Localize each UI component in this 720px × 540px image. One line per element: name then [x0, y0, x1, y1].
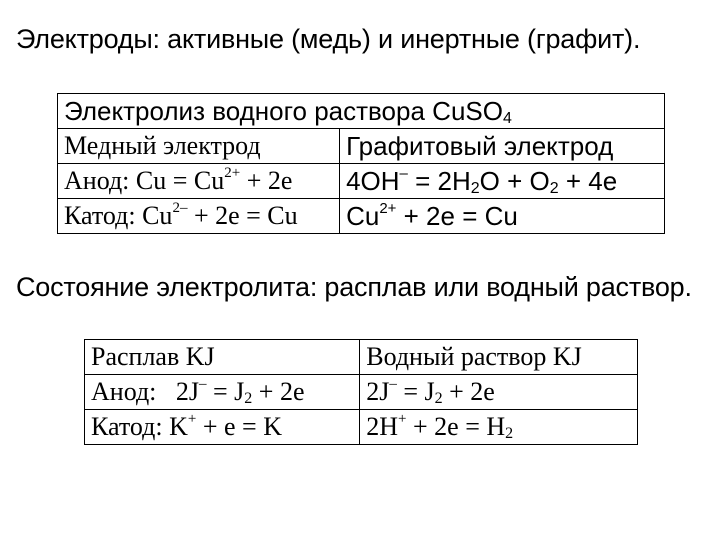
formula-text: Cu	[346, 201, 380, 231]
table-row	[58, 164, 665, 199]
table-row	[58, 129, 665, 164]
table-row	[85, 410, 638, 445]
superscript: –	[199, 376, 207, 392]
formula-text: = J	[396, 377, 435, 406]
table-kj-electrolysis	[84, 339, 638, 445]
subscript: 2	[470, 180, 480, 197]
copper-anode-cell	[58, 164, 340, 199]
melt-anode-cell	[85, 375, 360, 410]
superscript: 2+	[379, 200, 397, 217]
formula-text: Анод: Cu = Cu	[64, 166, 225, 195]
formula-text: + 2e = Cu	[396, 201, 518, 231]
formula-text: Катод: K	[91, 412, 188, 441]
formula-text: + 2e	[442, 377, 495, 406]
formula-text: + 4e	[558, 166, 618, 196]
table-row	[85, 340, 638, 375]
aqueous-header: Водный раствор KJ	[360, 340, 638, 375]
melt-header: Расплав KJ	[85, 340, 360, 375]
copper-cathode-cell	[58, 199, 340, 234]
heading-electrodes: Электроды: активные (медь) и инертные (графит).	[16, 24, 641, 54]
subscript: 4	[502, 110, 512, 127]
formula-text: Анод: 2J	[91, 377, 200, 406]
table-cuso4-electrolysis	[57, 93, 665, 234]
formula-text: = 2H	[407, 166, 471, 196]
formula-text: Катод: Cu	[64, 201, 173, 230]
formula-text: 4OH	[346, 166, 400, 196]
formula-text: + 2e	[252, 377, 305, 406]
formula-text: 2H	[366, 412, 399, 441]
table-row	[58, 94, 665, 129]
superscript: 2+	[224, 165, 241, 181]
graphite-electrode-header: Графитовый электрод	[340, 129, 665, 164]
subscript: 2	[434, 390, 443, 407]
formula-text: + 2e	[240, 166, 293, 195]
graphite-anode-cell	[340, 164, 665, 199]
aqueous-anode-cell	[360, 375, 638, 410]
melt-cathode-cell	[85, 410, 360, 445]
formula-text: O + O	[479, 166, 550, 196]
formula-text: + 2e = H	[406, 412, 506, 441]
table-row	[85, 375, 638, 410]
aqueous-cathode-cell	[360, 410, 638, 445]
formula-text: + e = K	[196, 412, 282, 441]
copper-electrode-header: Медный электрод	[58, 129, 340, 164]
heading-electrolyte-state: Состояние электролита: расплав или водный раствор.	[16, 272, 692, 302]
formula-text: + 2e = Cu	[187, 201, 298, 230]
formula-text: = J	[206, 377, 245, 406]
graphite-cathode-cell	[340, 199, 665, 234]
subscript: 2	[244, 390, 253, 407]
superscript: –	[389, 376, 397, 392]
superscript: 2–	[172, 200, 188, 216]
formula-text: 2J	[366, 377, 390, 406]
superscript: +	[187, 411, 197, 427]
table-title-cell	[58, 94, 665, 129]
table-title: Электролиз водного раствора CuSO	[64, 96, 503, 126]
superscript: +	[398, 411, 407, 427]
subscript: 2	[549, 180, 559, 197]
subscript: 2	[505, 425, 514, 442]
superscript: –	[399, 165, 408, 182]
table-row	[58, 199, 665, 234]
